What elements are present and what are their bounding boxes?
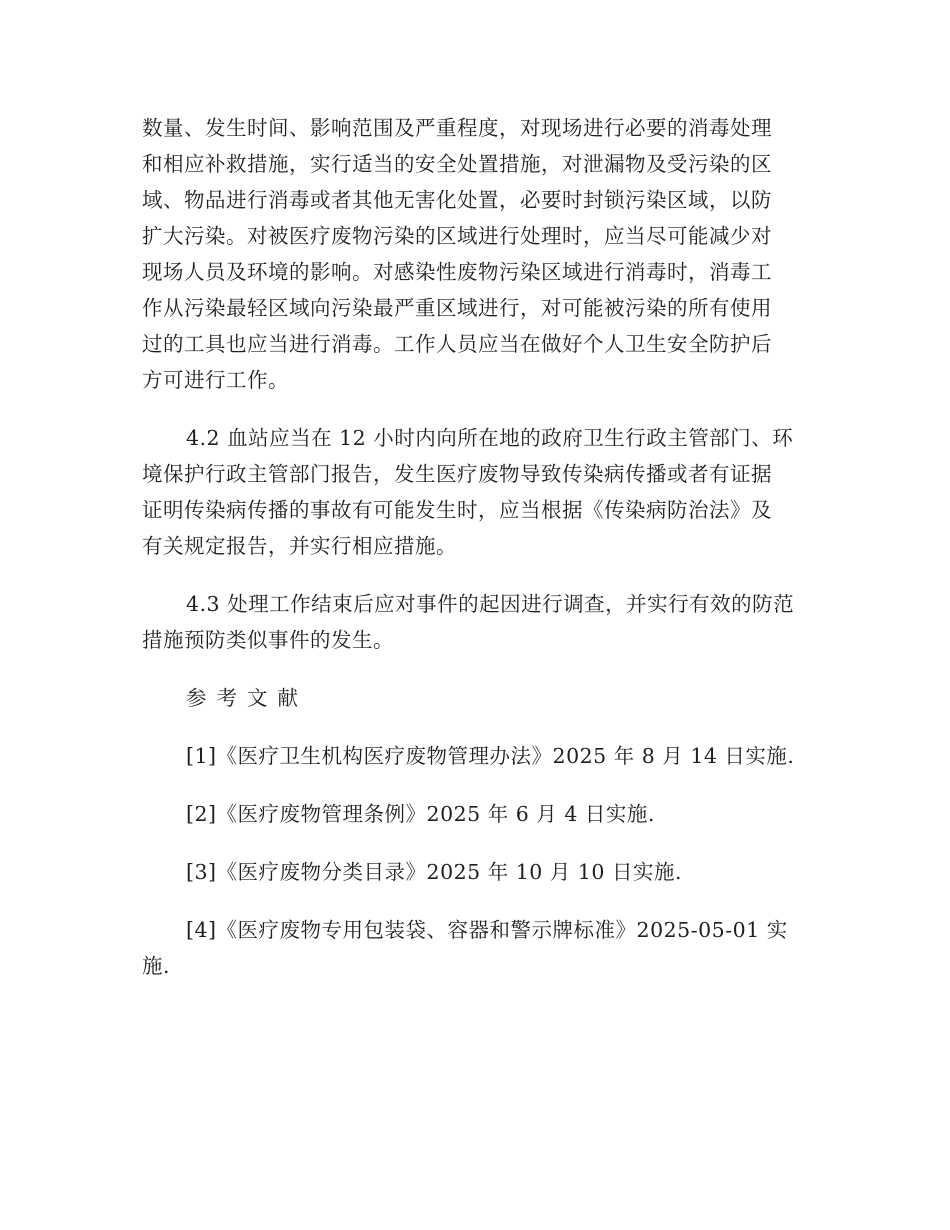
text-line: 施. [142, 954, 171, 978]
text-line: 和相应补救措施，实行适当的安全处置措施，对泄漏物及受污染的区 [142, 152, 772, 176]
section-4-3-paragraph [142, 586, 810, 658]
references-title: 参考文献 [186, 686, 308, 710]
text-line: 4.3 处理工作结束后应对事件的起因进行调查，并实行有效的防范 [186, 592, 795, 616]
document-body [142, 110, 810, 1006]
text-line: 现场人员及环境的影响。对感染性废物污染区域进行消毒时，消毒工 [142, 260, 772, 284]
text-line: 措施预防类似事件的发生。 [142, 628, 394, 652]
text-line: 方可进行工作。 [142, 368, 289, 392]
section-4-2-paragraph [142, 420, 810, 564]
reference-item: [2]《医疗废物管理条例》2025 年 6 月 4 日实施. [186, 802, 655, 826]
reference-item: [3]《医疗废物分类目录》2025 年 10 月 10 日实施. [186, 860, 682, 884]
text-line: 过的工具也应当进行消毒。工作人员应当在做好个人卫生安全防护后 [142, 332, 772, 356]
text-line: 数量、发生时间、影响范围及严重程度，对现场进行必要的消毒处理 [142, 116, 772, 140]
text-line: 域、物品进行消毒或者其他无害化处置，必要时封锁污染区域，以防 [142, 188, 772, 212]
text-line: 证明传染病传播的事故有可能发生时，应当根据《传染病防治法》及 [142, 498, 772, 522]
text-line: [4]《医疗废物专用包装袋、容器和警示牌标准》2025-05-01 实 [186, 918, 788, 942]
reference-item [142, 912, 810, 984]
text-line: 境保护行政主管部门报告，发生医疗废物导致传染病传播或者有证据 [142, 462, 772, 486]
text-line: 4.2 血站应当在 12 小时内向所在地的政府卫生行政主管部门、环 [186, 426, 794, 450]
continuation-paragraph [142, 110, 810, 398]
text-line: 作从污染最轻区域向污染最严重区域进行，对可能被污染的所有使用 [142, 296, 772, 320]
reference-item: [1]《医疗卫生机构医疗废物管理办法》2025 年 8 月 14 日实施. [186, 744, 795, 768]
text-line: 扩大污染。对被医疗废物污染的区域进行处理时，应当尽可能减少对 [142, 224, 772, 248]
text-line: 有关规定报告，并实行相应措施。 [142, 534, 457, 558]
